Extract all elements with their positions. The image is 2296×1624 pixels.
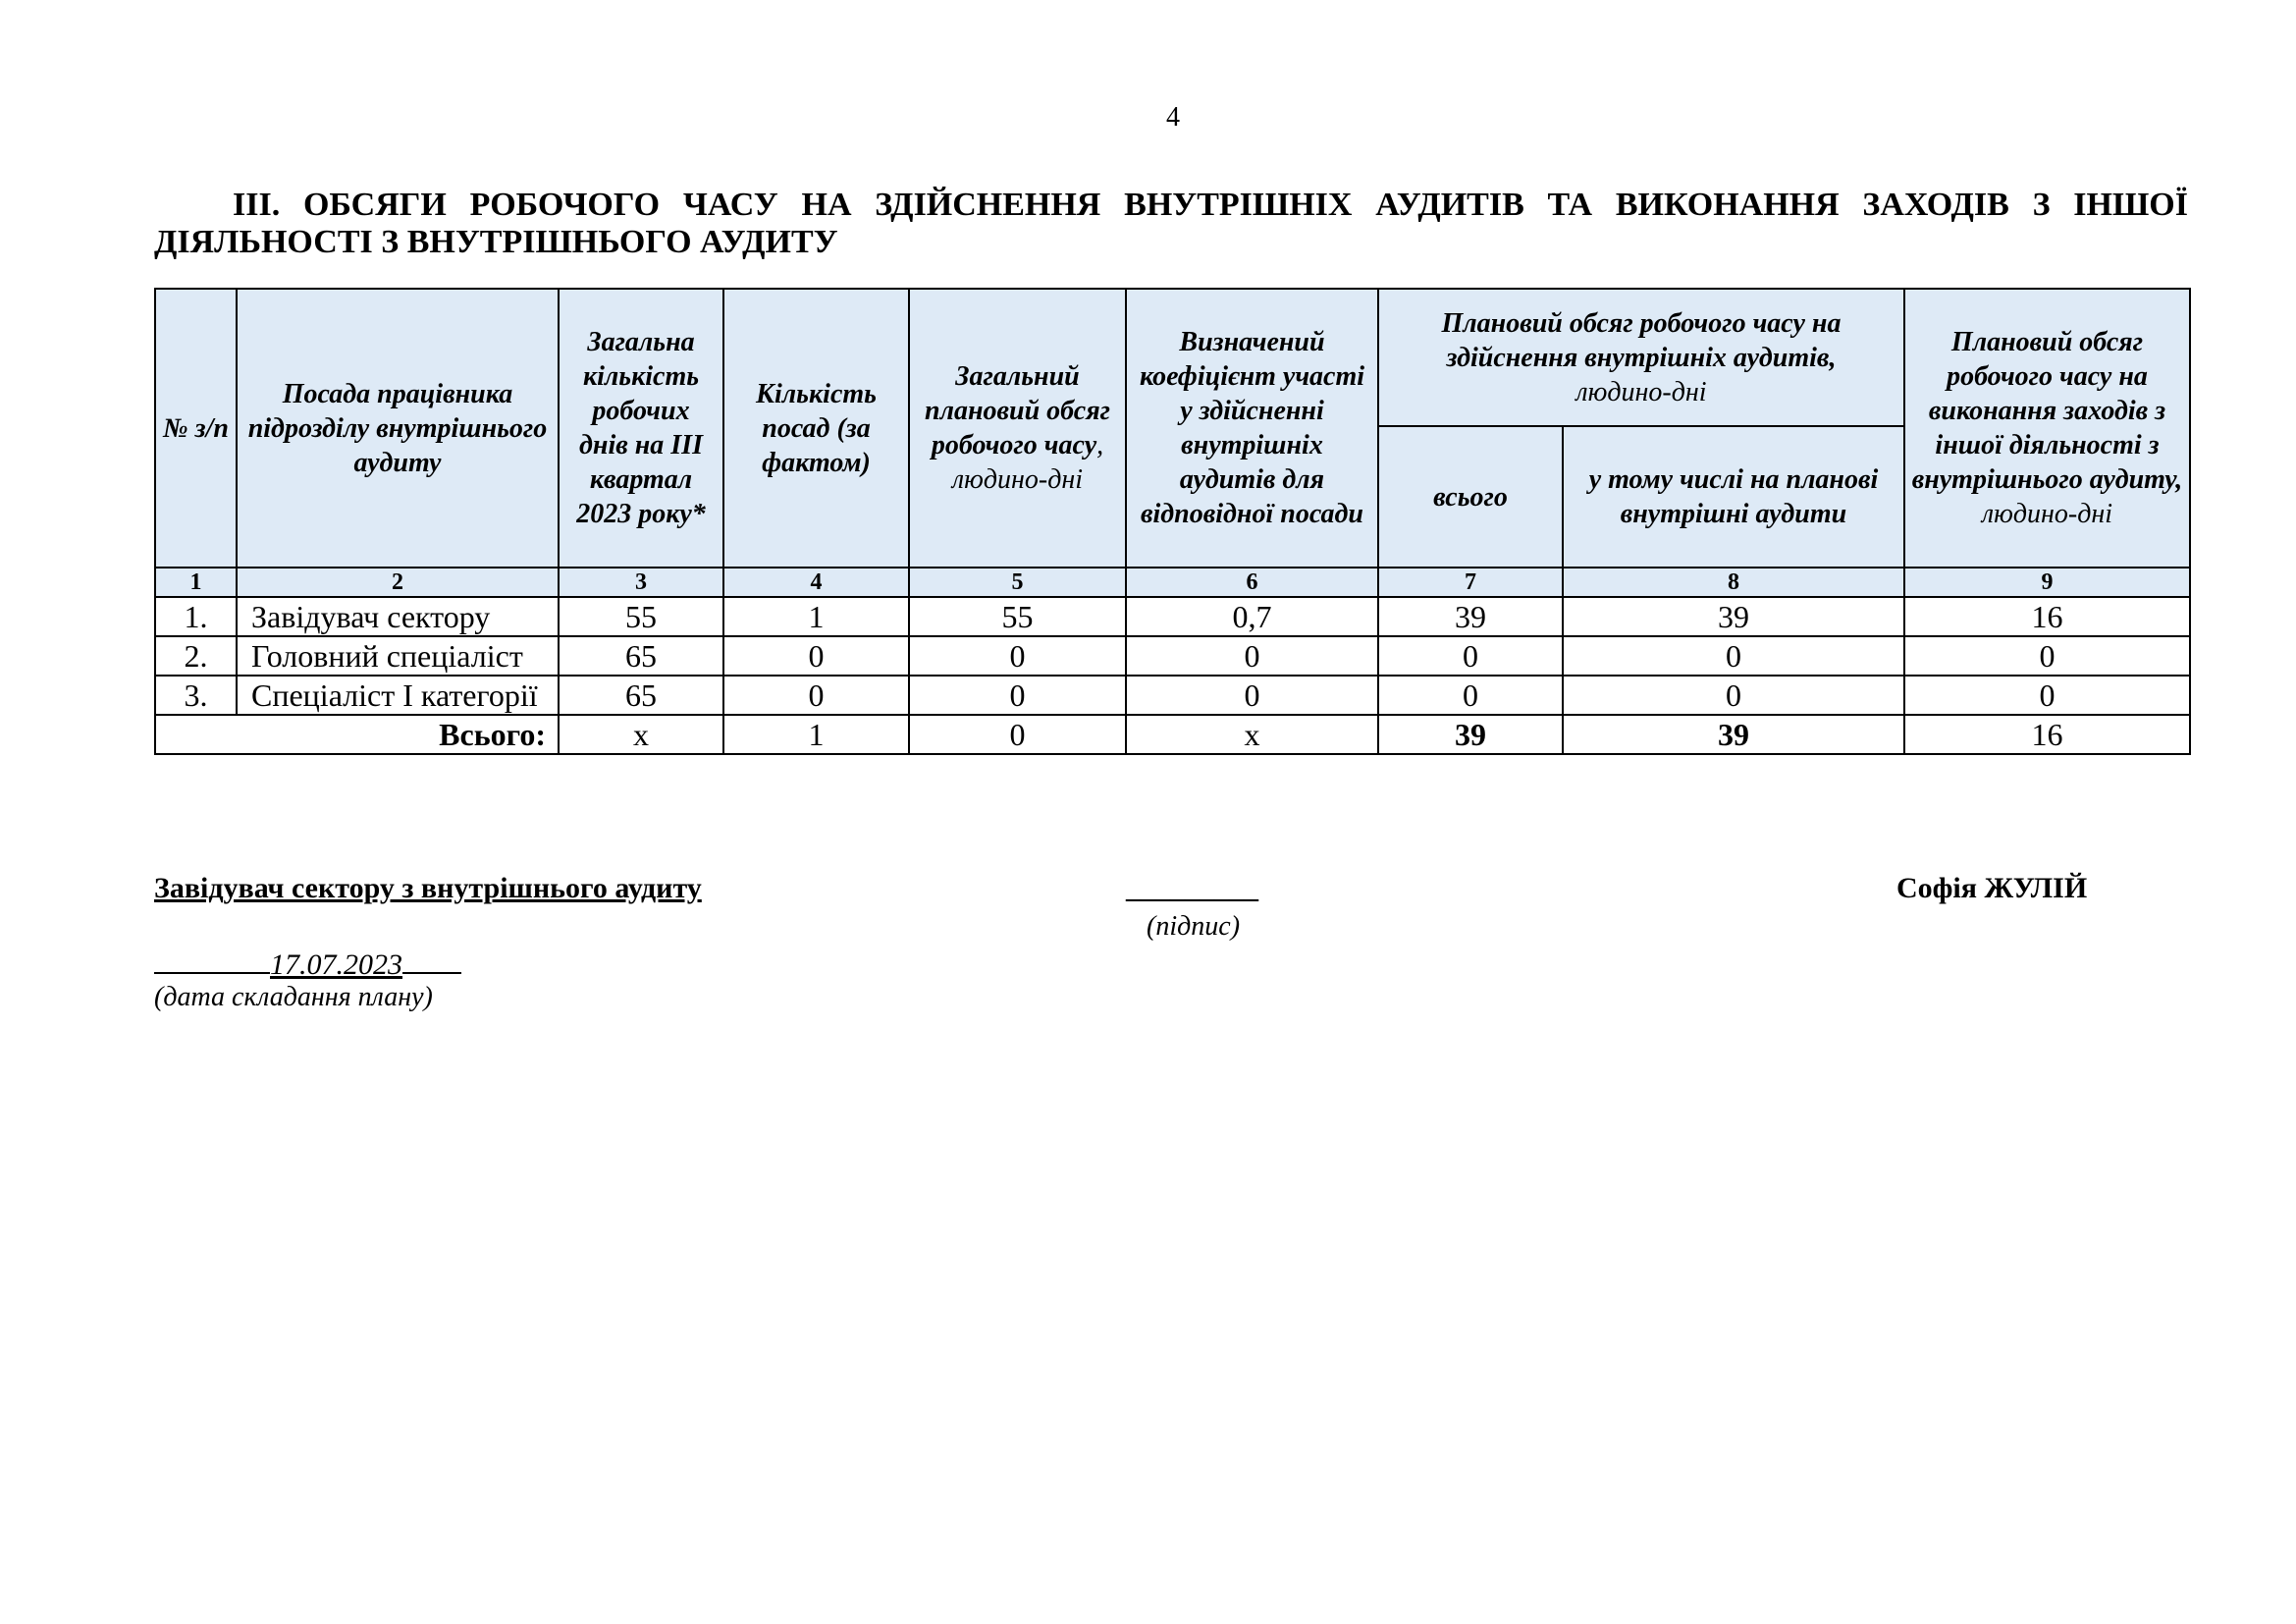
total-row — [155, 715, 2190, 754]
signature-line: _________ — [1126, 872, 1258, 904]
table-row — [155, 597, 2190, 636]
row-planned-audits: 0 — [1563, 676, 1904, 715]
total-time: 0 — [909, 715, 1126, 754]
section-title — [154, 187, 2188, 261]
header-planned-audits: у тому числі на планові внутрішні аудити — [1563, 426, 1904, 568]
header-positions-count: Кількість посад (за фактом) — [723, 289, 909, 568]
total-positions-count: 1 — [723, 715, 909, 754]
signatory-title: Завідувач сектору з внутрішнього аудиту — [154, 872, 702, 904]
column-number-row — [155, 568, 2190, 597]
header-total-time — [909, 289, 1126, 568]
header-other-activity — [1904, 289, 2190, 568]
row-audit-total: 0 — [1378, 676, 1563, 715]
column-number: 1 — [155, 568, 237, 597]
row-positions-count: 1 — [723, 597, 909, 636]
header-other-activity-unit: людино-дні — [1981, 499, 2113, 529]
row-other-activity: 0 — [1904, 676, 2190, 715]
row-total-time: 0 — [909, 636, 1126, 676]
date-rule-left — [154, 945, 270, 974]
header-audit-time-unit: людино-дні — [1575, 376, 1707, 407]
row-positions-count: 0 — [723, 636, 909, 676]
row-working-days: 65 — [559, 676, 723, 715]
column-number: 8 — [1563, 568, 1904, 597]
total-coefficient: х — [1126, 715, 1378, 754]
working-time-table — [154, 288, 2191, 755]
column-number: 9 — [1904, 568, 2190, 597]
row-working-days: 55 — [559, 597, 723, 636]
row-planned-audits: 39 — [1563, 597, 1904, 636]
header-working-days: Загальна кількість робочих днів на III квартал 2023 року* — [559, 289, 723, 568]
row-position: Головний спеціаліст — [237, 636, 559, 676]
column-number: 5 — [909, 568, 1126, 597]
row-coefficient: 0,7 — [1126, 597, 1378, 636]
column-number: 3 — [559, 568, 723, 597]
total-planned-audits: 39 — [1563, 715, 1904, 754]
header-number: № з/п — [155, 289, 237, 568]
header-audit-time-main: Плановий обсяг робочого часу на здійснення внутрішніх аудитів, — [1441, 307, 1842, 373]
total-working-days: х — [559, 715, 723, 754]
row-audit-total: 0 — [1378, 636, 1563, 676]
row-coefficient: 0 — [1126, 636, 1378, 676]
date-line — [154, 945, 461, 982]
header-total-time-unit: , людино-дні — [951, 430, 1104, 495]
row-number: 3. — [155, 676, 237, 715]
total-other-activity: 16 — [1904, 715, 2190, 754]
row-audit-total: 39 — [1378, 597, 1563, 636]
header-coefficient: Визначений коефіцієнт участі у здійсненні внутрішніх аудитів для відповідної посади — [1126, 289, 1378, 568]
header-audit-time-group — [1378, 289, 1904, 426]
section-title-line-2: ДІЯЛЬНОСТІ З ВНУТРІШНЬОГО АУДИТУ — [154, 224, 838, 260]
column-number: 6 — [1126, 568, 1378, 597]
column-number: 7 — [1378, 568, 1563, 597]
date-caption: (дата складання плану) — [154, 982, 433, 1012]
row-number: 2. — [155, 636, 237, 676]
row-position: Завідувач сектору — [237, 597, 559, 636]
row-working-days: 65 — [559, 636, 723, 676]
row-number: 1. — [155, 597, 237, 636]
total-audit-total: 39 — [1378, 715, 1563, 754]
page-number: 4 — [1166, 102, 1180, 133]
total-label: Всього: — [155, 715, 559, 754]
row-total-time: 0 — [909, 676, 1126, 715]
row-positions-count: 0 — [723, 676, 909, 715]
header-other-activity-main: Плановий обсяг робочого часу на виконання заходів з іншої діяльності з внутрішнього аудиту, — [1911, 327, 2183, 495]
date-value: 17.07.2023 — [270, 948, 402, 981]
row-total-time: 55 — [909, 597, 1126, 636]
table-row — [155, 676, 2190, 715]
table-header-row — [155, 289, 2190, 426]
row-other-activity: 0 — [1904, 636, 2190, 676]
table-row — [155, 636, 2190, 676]
header-position: Посада працівника підрозділу внутрішнього аудиту — [237, 289, 559, 568]
date-rule-right — [402, 945, 461, 974]
column-number: 4 — [723, 568, 909, 597]
signatory-name: Софія ЖУЛІЙ — [1896, 872, 2088, 904]
column-number: 2 — [237, 568, 559, 597]
header-total-time-main: Загальний плановий обсяг робочого часу — [925, 361, 1110, 460]
section-title-line-1: ІІІ. ОБСЯГИ РОБОЧОГО ЧАСУ НА ЗДІЙСНЕННЯ ВНУТРІШНІХ АУДИТІВ ТА ВИКОНАННЯ ЗАХОДІВ З ІНШОЇ — [233, 187, 2188, 223]
header-audit-total: всього — [1378, 426, 1563, 568]
row-planned-audits: 0 — [1563, 636, 1904, 676]
row-position: Спеціаліст І категорії — [237, 676, 559, 715]
row-other-activity: 16 — [1904, 597, 2190, 636]
signature-caption: (підпис) — [1147, 911, 1241, 942]
row-coefficient: 0 — [1126, 676, 1378, 715]
